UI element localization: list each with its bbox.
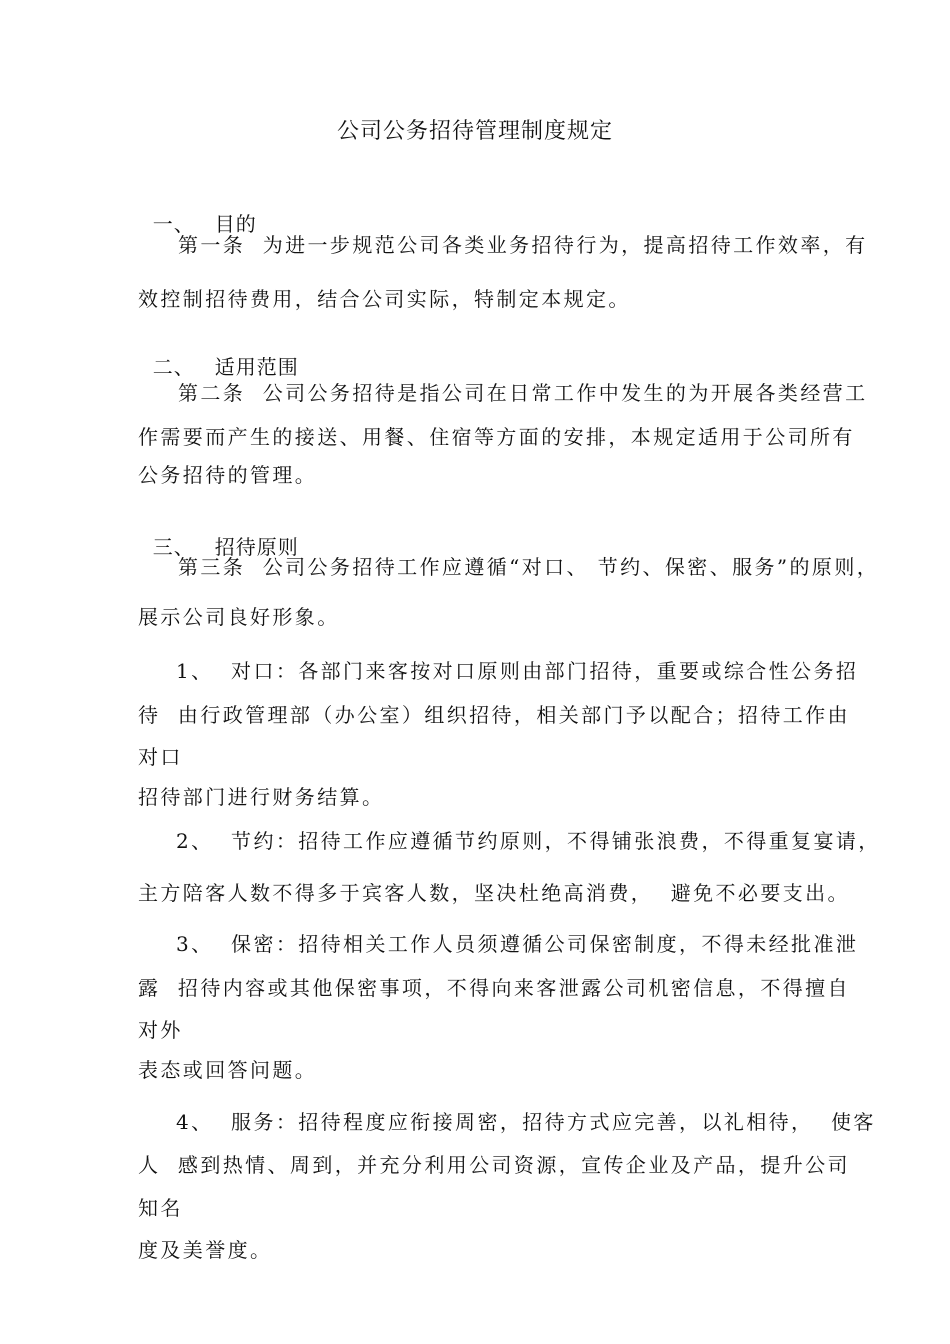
section-heading-text: 目的 bbox=[214, 212, 257, 236]
principle-line: 待 由行政管理部（办公室）组织招待，相关部门予以配合；招待工作由 bbox=[138, 703, 850, 727]
section-number: 一、 bbox=[152, 212, 195, 236]
paragraph-line: 公务招待的管理。 bbox=[138, 463, 318, 487]
principle-line: 招待部门进行财务结算。 bbox=[138, 785, 385, 809]
paragraph-line: 效控制招待费用，结合公司实际，特制定本规定。 bbox=[138, 287, 631, 311]
principle-line: 知名 bbox=[138, 1196, 183, 1220]
section-number: 二、 bbox=[152, 355, 195, 379]
principle-line: 对口 bbox=[138, 745, 183, 769]
principle-line: 对外 bbox=[138, 1018, 183, 1042]
paragraph-line: 展示公司良好形象。 bbox=[138, 605, 340, 629]
principle-line: 主方陪客人数不得多于宾客人数，坚决杜绝高消费， 避免不必要支出。 bbox=[138, 881, 850, 905]
principle-line: 3、 保密：招待相关工作人员须遵循公司保密制度，不得未经批准泄 bbox=[176, 932, 859, 956]
principle-line: 人 感到热情、周到，并充分利用公司资源，宣传企业及产品，提升公司 bbox=[138, 1153, 850, 1177]
section-number: 三、 bbox=[152, 535, 195, 559]
page-title: 公司公务招待管理制度规定 bbox=[336, 119, 613, 144]
principle-line: 4、 服务：招待程度应衔接周密，招待方式应完善，以礼相待， 使客 bbox=[176, 1110, 876, 1134]
section-heading-3 bbox=[138, 511, 299, 559]
paragraph-line: 第二条 公司公务招待是指公司在日常工作中发生的为开展各类经营工 bbox=[178, 381, 868, 405]
section-heading-2 bbox=[138, 331, 299, 379]
principle-line: 2、 节约：招待工作应遵循节约原则，不得铺张浪费，不得重复宴请， bbox=[176, 829, 881, 853]
section-heading-1 bbox=[138, 188, 257, 236]
paragraph-line: 第三条 公司公务招待工作应遵循“对口、 节约、保密、服务”的原则， bbox=[178, 555, 880, 579]
principle-line: 表态或回答问题。 bbox=[138, 1058, 318, 1082]
section-heading-text: 适用范围 bbox=[214, 355, 299, 379]
section-heading-text: 招待原则 bbox=[214, 535, 299, 559]
principle-line: 1、 对口：各部门来客按对口原则由部门招待，重要或综合性公务招 bbox=[176, 659, 859, 683]
principle-line: 露 招待内容或其他保密事项，不得向来客泄露公司机密信息，不得擅自 bbox=[138, 976, 850, 1000]
principle-line: 度及美誉度。 bbox=[138, 1238, 273, 1262]
paragraph-line: 第一条 为进一步规范公司各类业务招待行为，提高招待工作效率，有 bbox=[178, 233, 868, 257]
paragraph-line: 作需要而产生的接送、用餐、住宿等方面的安排，本规定适用于公司所有 bbox=[138, 425, 855, 449]
